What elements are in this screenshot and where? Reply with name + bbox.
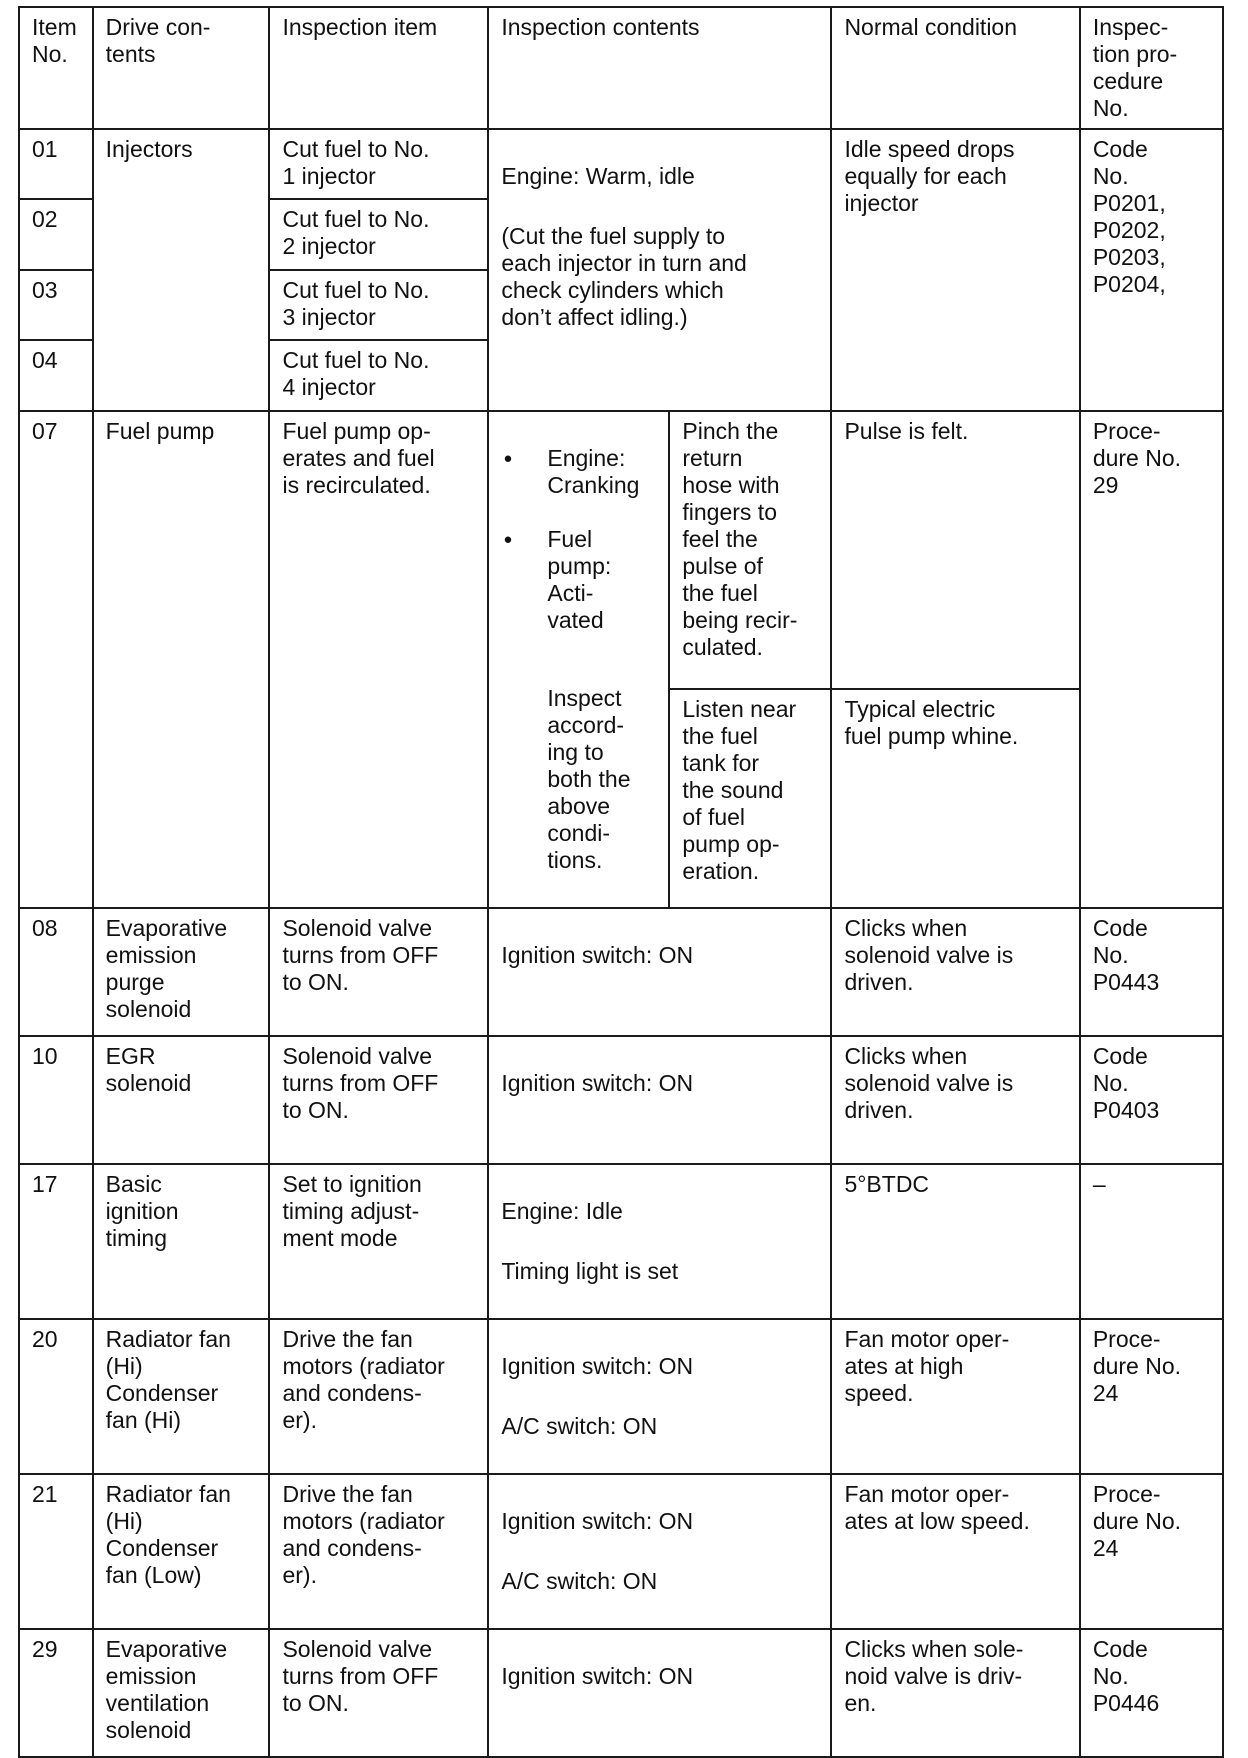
inspection-contents: [488, 129, 831, 411]
drive-contents: Injectors: [93, 129, 270, 411]
procedure-no: Proce- dure No. 24: [1080, 1474, 1223, 1629]
table-row: [19, 1036, 1223, 1164]
item-no: 08: [19, 908, 93, 1036]
inspection-method: Pinch the return hose with fingers to feel the pulse of the fuel being recir- culated.: [669, 411, 831, 689]
contents-line-1: Ignition switch: ON: [501, 1070, 694, 1096]
normal-condition: Idle speed drops equally for each injector: [831, 129, 1079, 411]
inspection-contents: [488, 1319, 831, 1474]
inspection-conditions: [488, 411, 669, 908]
table-row: [19, 1319, 1223, 1474]
normal-condition: Typical electric fuel pump whine.: [831, 689, 1079, 908]
inspection-item: Cut fuel to No. 4 injector: [269, 340, 488, 411]
normal-condition: Clicks when solenoid valve is driven.: [831, 1036, 1079, 1164]
item-no: 01: [19, 129, 93, 199]
drive-contents: EGR solenoid: [93, 1036, 270, 1164]
item-no: 21: [19, 1474, 93, 1629]
inspection-contents: [488, 1629, 831, 1757]
table-row: [19, 1164, 1223, 1319]
procedure-no: –: [1080, 1164, 1223, 1319]
contents-line-1: Ignition switch: ON: [501, 1508, 694, 1534]
procedure-no: Proce- dure No. 29: [1080, 411, 1223, 908]
item-no: 03: [19, 270, 93, 340]
normal-condition: Fan motor oper- ates at high speed.: [831, 1319, 1079, 1474]
inspection-method: Listen near the fuel tank for the sound of fuel pump op- eration.: [669, 689, 831, 908]
inspection-item: Set to ignition timing adjust- ment mode: [269, 1164, 488, 1319]
inspection-contents: [488, 1164, 831, 1319]
contents-line-1: Ignition switch: ON: [501, 1353, 694, 1379]
contents-line-2: A/C switch: ON: [501, 1568, 658, 1594]
actuator-test-table: [18, 6, 1224, 1758]
inspection-contents: [488, 908, 831, 1036]
drive-contents: Fuel pump: [93, 411, 270, 908]
item-no: 17: [19, 1164, 93, 1319]
header-normal-condition: Normal condition: [831, 7, 1079, 129]
inspection-item: Drive the fan motors (radiator and condens- er).: [269, 1474, 488, 1629]
procedure-no: Code No. P0403: [1080, 1036, 1223, 1164]
drive-contents: Basic ignition timing: [93, 1164, 270, 1319]
procedure-no: Code No. P0446: [1080, 1629, 1223, 1757]
item-no: 29: [19, 1629, 93, 1757]
item-no: 07: [19, 411, 93, 908]
inspection-item: Cut fuel to No. 3 injector: [269, 270, 488, 340]
table-row: [19, 1629, 1223, 1757]
item-no: 20: [19, 1319, 93, 1474]
table-row: [19, 129, 1223, 199]
inspection-item: Solenoid valve turns from OFF to ON.: [269, 1629, 488, 1757]
drive-contents: Evaporative emission purge solenoid: [93, 908, 270, 1036]
condition-bullet: ● Fuel pump: Acti- vated: [501, 526, 660, 634]
inspection-item: Fuel pump op- erates and fuel is recirculated.: [269, 411, 488, 908]
inspection-item: Solenoid valve turns from OFF to ON.: [269, 1036, 488, 1164]
normal-condition: Fan motor oper- ates at low speed.: [831, 1474, 1079, 1629]
contents-line-1: Engine: Idle: [501, 1198, 623, 1224]
inspection-item: Drive the fan motors (radiator and condens- er).: [269, 1319, 488, 1474]
contents-line-1: Ignition switch: ON: [501, 942, 694, 968]
inspection-contents: [488, 1474, 831, 1629]
condition-note: Inspect accord- ing to both the above condi- tions.: [547, 685, 631, 873]
drive-contents: Evaporative emission ventilation solenoid: [93, 1629, 270, 1757]
drive-contents: Radiator fan (Hi) Condenser fan (Low): [93, 1474, 270, 1629]
procedure-no: Code No. P0443: [1080, 908, 1223, 1036]
normal-condition: Clicks when sole- noid valve is driv- en.: [831, 1629, 1079, 1757]
header-inspection-item: Inspection item: [269, 7, 488, 129]
header-item-no: Item No.: [19, 7, 93, 129]
header-drive-contents: Drive con- tents: [93, 7, 270, 129]
normal-condition: Clicks when solenoid valve is driven.: [831, 908, 1079, 1036]
contents-line-2: A/C switch: ON: [501, 1413, 658, 1439]
procedure-no: Code No. P0201, P0202, P0203, P0204,: [1080, 129, 1223, 411]
contents-line-1: Ignition switch: ON: [501, 1663, 694, 1689]
inspection-contents: [488, 1036, 831, 1164]
header-row: [19, 7, 1223, 129]
normal-condition: 5°BTDC: [831, 1164, 1079, 1319]
procedure-no: Proce- dure No. 24: [1080, 1319, 1223, 1474]
normal-condition: Pulse is felt.: [831, 411, 1079, 689]
condition-bullet: ● Engine: Cranking: [501, 445, 660, 499]
table-row: [19, 411, 1223, 689]
item-no: 02: [19, 199, 93, 270]
contents-line-2: (Cut the fuel supply to each injector in turn and check cylinders which don’t affect idling.): [501, 223, 747, 330]
header-procedure-no: Inspec- tion pro- cedure No.: [1080, 7, 1223, 129]
item-no: 10: [19, 1036, 93, 1164]
item-no: 04: [19, 340, 93, 411]
header-inspection-contents: Inspection contents: [488, 7, 831, 129]
inspection-item: Cut fuel to No. 1 injector: [269, 129, 488, 199]
contents-line-2: Timing light is set: [501, 1258, 679, 1284]
inspection-item: Solenoid valve turns from OFF to ON.: [269, 908, 488, 1036]
contents-line-1: Engine: Warm, idle: [501, 163, 695, 189]
table-row: [19, 1474, 1223, 1629]
drive-contents: Radiator fan (Hi) Condenser fan (Hi): [93, 1319, 270, 1474]
table-row: [19, 908, 1223, 1036]
inspection-item: Cut fuel to No. 2 injector: [269, 199, 488, 270]
